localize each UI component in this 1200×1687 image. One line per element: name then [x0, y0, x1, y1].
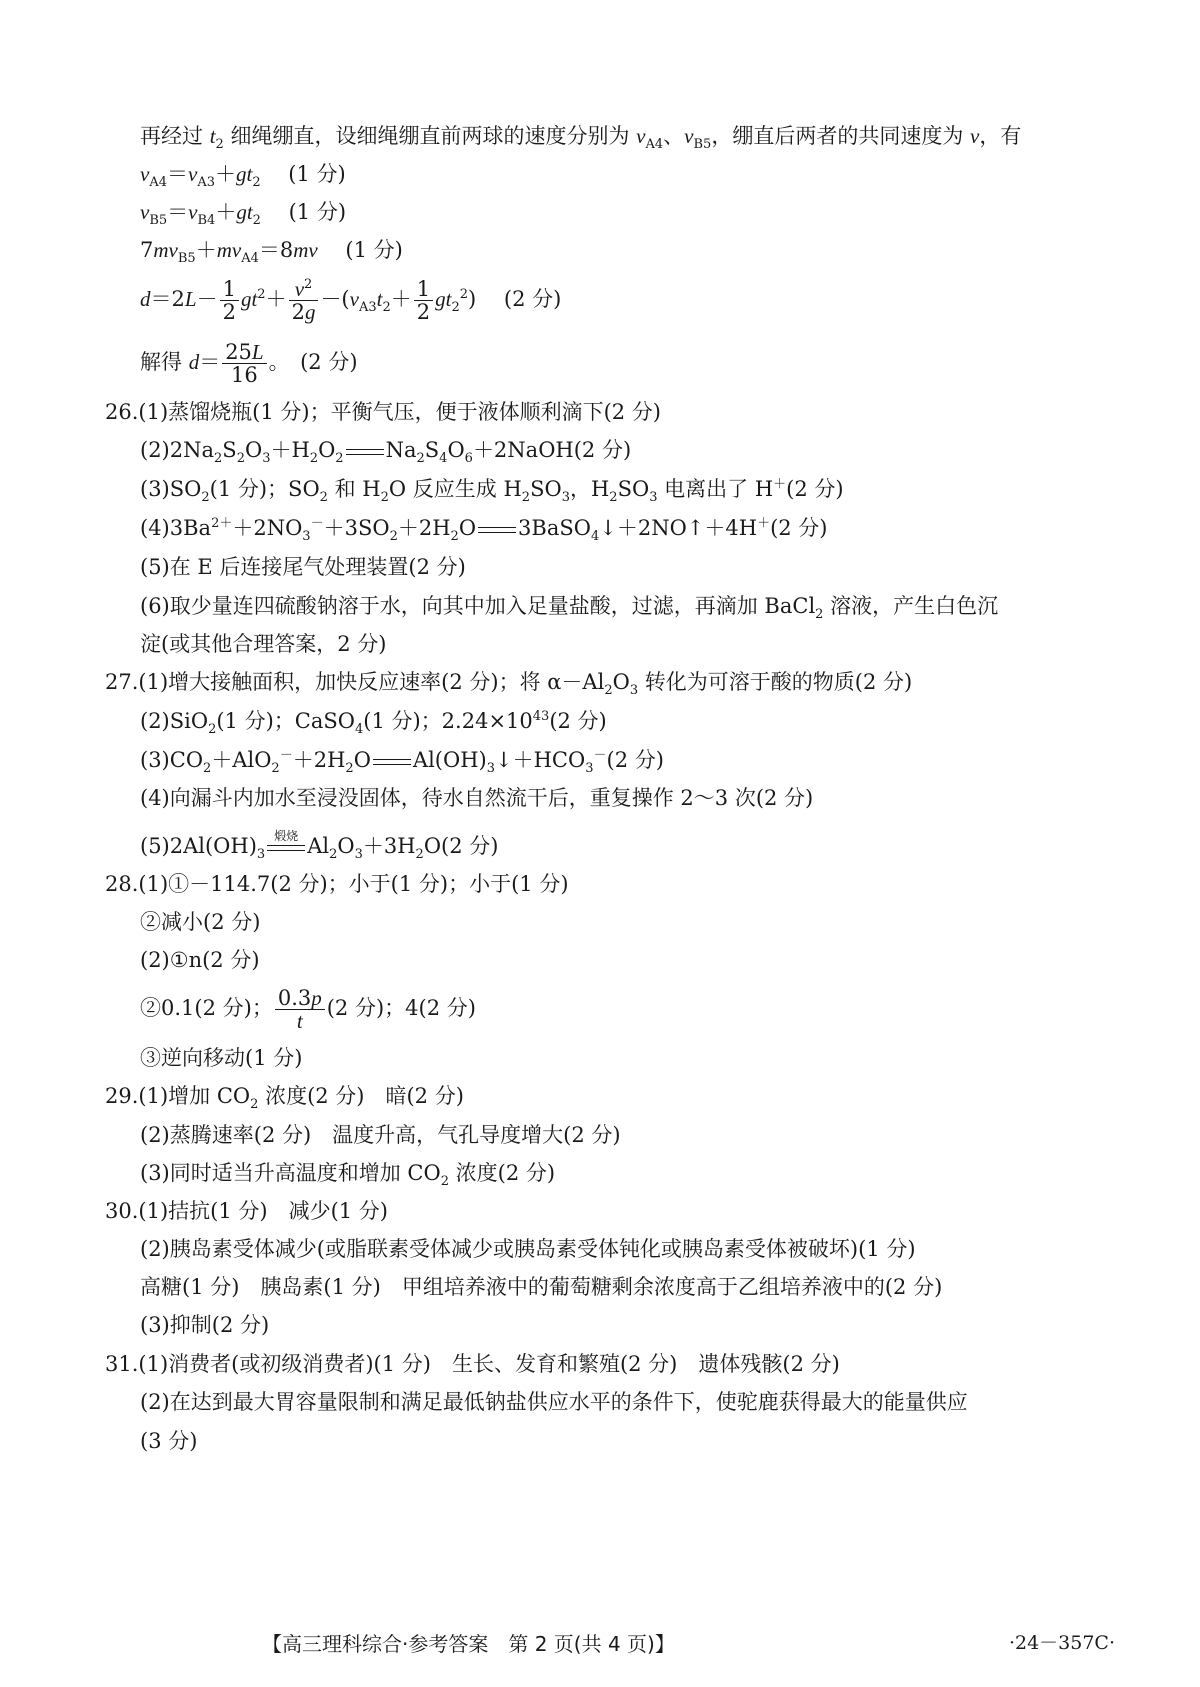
line-11: (5)在 E 后连接尾气处理装置(2 分)	[140, 555, 466, 579]
line-32: (2)在达到最大胃容量限制和满足最低钠盐供应水平的条件下，使驼鹿获得最大的能量供应	[140, 1390, 968, 1414]
line-17: (4)向漏斗内加水至浸没固体，待水自然流干后，重复操作 2～3 次(2 分)	[140, 786, 814, 810]
line-19: 28.(1)①－114.7(2 分)；小于(1 分)；小于(1 分)	[105, 872, 569, 896]
line-25: (2)蒸腾速率(2 分) 温度升高，气孔导度增大(2 分)	[140, 1123, 621, 1147]
line-13: 淀(或其他合理答案，2 分)	[140, 632, 387, 656]
line-07: 26.(1)蒸馏烧瓶(1 分)；平衡气压，便于液体顺利滴下(2 分)	[105, 400, 661, 424]
line-05: d＝2L－ $\frac{1}{2}$ $gt^2+$ $\frac{v^2}{2g}$ $-(v_{A3}t_2+$ $\frac{1}{2}$ $gt_2^2$) (2 分)	[140, 277, 562, 324]
line-04: $7mv_{B5}+mv_{A4}=8mv$ (1 分)	[140, 238, 403, 267]
line-12: (6)取少量连四硫酸钠溶于水，向其中加入足量盐酸，过滤，再滴加 BaCl$_2$ 溶液，产生白色沉	[140, 594, 999, 623]
line-18: $(5)2Al(OH)_3$ 煅烧 $Al_2O_3+3H_2O(2$ 分)	[140, 828, 499, 863]
line-14: 27.(1)增大接触面积，加快反应速率(2 分)；将 $\alpha-Al_2O_3$ 转化为可溶于酸的物质(2 分)	[105, 670, 913, 699]
line-03: $v_{B5}=v_{B4}+gt_2$ (1 分)	[140, 200, 347, 229]
line-26: (3)同时适当升高温度和增加 $CO_2$ 浓度(2 分)	[140, 1161, 556, 1190]
line-21: (2)①n(2 分)	[140, 948, 260, 972]
line-02: $v_{A4}=v_{A3}+gt_2$ (1 分)	[140, 162, 346, 191]
line-22: ②0.1(2 分)； $\frac{0.3p}{t}$ (2 分)；4(2 分)	[140, 986, 476, 1033]
line-10: $(4)3Ba^{2+}+2NO_3^-+3SO_2+2H_2O$ 3BaSO$_4$↓＋2NO↑＋4H＋(2 分)	[140, 516, 828, 545]
line-08: $(2)2Na_2S_2O_3+H_2O_2$ $Na_2S_4O_6+2NaOH(2$ 分)	[140, 438, 632, 467]
line-06: 解得 d＝ $\frac{25L}{16}$ 。 (2 分)	[140, 340, 358, 387]
line-29: 高糖(1 分) 胰岛素(1 分) 甲组培养液中的葡萄糖剩余浓度高于乙组培养液中的(2 分)	[140, 1275, 943, 1299]
line-09: $(3)SO_2(1$ 分)；$SO_2$ 和 $H_2O$ 反应生成 $H_2SO_3$，$H_2SO_3$ 电离出了 H＋(2 分)	[140, 477, 844, 506]
line-01: 再经过 $t_2$ 细绳绷直，设细绳绷直前两球的速度分别为 $v_{A4}$、$v_{B5}$，绷直后两者的共同速度为 v，有	[140, 124, 1022, 153]
line-15: (2)SiO$_2$(1 分)；CaSO$_4$(1 分)；$2.24\times 10^{43}(2$ 分)	[140, 709, 607, 738]
page-footer: 【高三理科综合·参考答案 第 2 页(共 4 页)】	[262, 1632, 675, 1656]
line-23: ③逆向移动(1 分)	[140, 1046, 303, 1070]
line-24: 29.(1)增加 $CO_2$ 浓度(2 分) 暗(2 分)	[105, 1084, 464, 1113]
line-28: (2)胰岛素受体减少(或脂联素受体减少或胰岛素受体钝化或胰岛素受体被破坏)(1 分)	[140, 1237, 916, 1261]
line-27: 30.(1)拮抗(1 分) 减少(1 分)	[105, 1199, 388, 1223]
line-33: (3 分)	[140, 1429, 198, 1453]
line-30: (3)抑制(2 分)	[140, 1313, 270, 1337]
page-code: ·24－357C·	[1008, 1632, 1115, 1654]
line-16: $(3)CO_2+AlO_2^-+2H_2O$ $Al(OH)_3↓+HCO_3^-(2$ 分)	[140, 748, 664, 777]
line-20: ②减小(2 分)	[140, 910, 261, 934]
line-31: 31.(1)消费者(或初级消费者)(1 分) 生长、发育和繁殖(2 分) 遗体残骸(2 分)	[105, 1352, 840, 1376]
